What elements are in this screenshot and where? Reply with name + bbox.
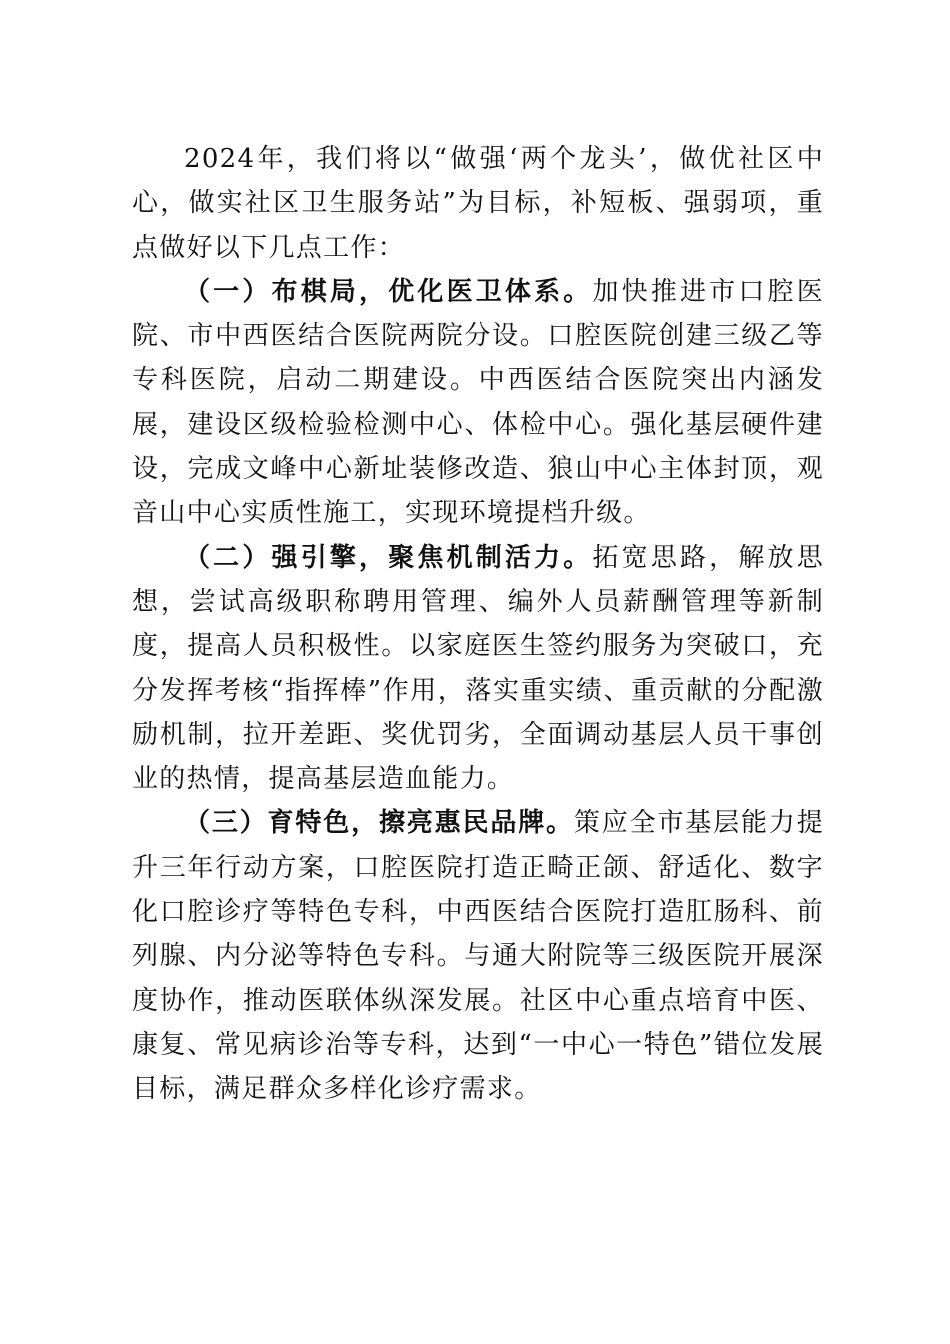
section-1-paragraph (132, 270, 824, 536)
section-3-paragraph (132, 801, 824, 1111)
section-2-paragraph (132, 536, 824, 802)
section-2-heading: （二）强引擎，聚焦机制活力。 (184, 542, 593, 573)
intro-paragraph: 2024年，我们将以“做强‘两个龙头’，做优社区中心，做实社区卫生服务站”为目标，补短板、强弱项，重点做好以下几点工作： (132, 144, 824, 263)
section-1-body: 加快推进市口腔医院、市中西医结合医院两院分设。口腔医院创建三级乙等专科医院，启动二期建设。中西医结合医院突出内涵发展，建设区级检验检测中心、体检中心。强化基层硬件建设，完成文峰中心新址装修改造、狼山中心主体封顶，观音山中心实质性施工，实现环境提档升级。 (132, 276, 824, 529)
document-body (132, 137, 824, 1112)
section-1-heading: （一）布棋局，优化医卫体系。 (184, 276, 593, 307)
section-2-body: 拓宽思路，解放思想，尝试高级职称聘用管理、编外人员薪酬管理等新制度，提高人员积极性。以家庭医生签约服务为突破口，充分发挥考核“指挥棒”作用，落实重实绩、重贡献的分配激励机制，拉开差距、奖优罚劣，全面调动基层人员干事创业的热情，提高基层造血能力。 (132, 542, 824, 795)
section-3-body: 策应全市基层能力提升三年行动方案，口腔医院打造正畸正颌、舒适化、数字化口腔诊疗等特色专科，中西医结合医院打造肛肠科、前列腺、内分泌等特色专科。与通大附院等三级医院开展深度协作，推动医联体纵深发展。社区中心重点培育中医、康复、常见病诊治等专科，达到“一中心一特色”错位发展目标，满足群众多样化诊疗需求。 (132, 808, 825, 1105)
section-3-heading: （三）育特色，擦亮惠民品牌。 (184, 808, 574, 839)
